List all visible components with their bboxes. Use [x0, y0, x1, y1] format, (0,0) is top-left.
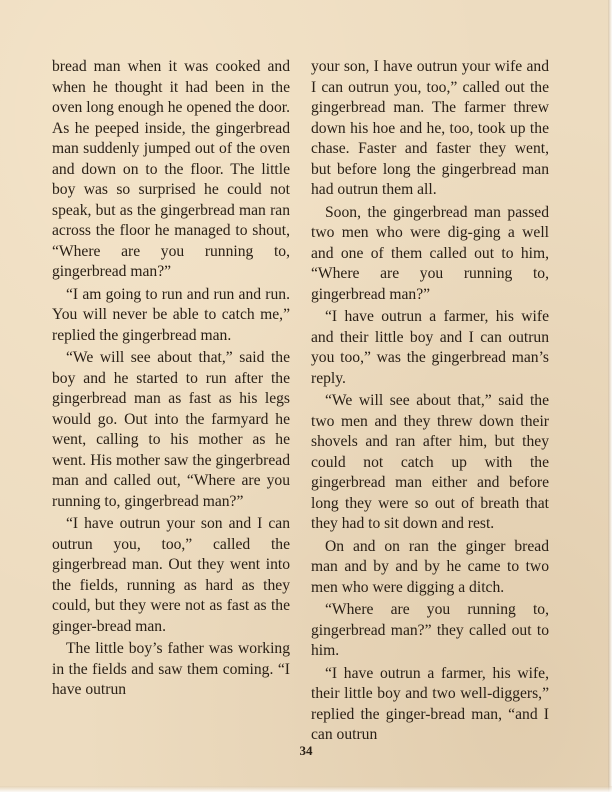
paragraph: Soon, the gingerbread man passed two men who were dig-ging a well and one of them called out to him, “Where are you running to, gingerbread man?” [311, 203, 549, 303]
paragraph: On and on ran the ginger bread man and by and by he came to two men who were digging a ditch. [311, 537, 549, 596]
paragraph: bread man when it was cooked and when he thought it had been in the oven long enough he opened the door. As he peeped inside, the gingerbread man suddenly jumped out of the oven and down on to the floor. The little boy was so surprised he could not speak, but as the gingerbread man ran across the floor he managed to shout, “Where are you running to, gingerbread man?” [52, 58, 290, 280]
page-right-edge [608, 0, 612, 792]
paragraph: The little boy’s father was working in the fields and saw them coming. “I have outrun [52, 640, 290, 698]
paragraph: your son, I have outrun your wife and I can outrun you, too,” called out the gingerbread man. The farmer threw down his hoe and he, too, took up the chase. Faster and faster they went, but before long the gingerbread man had outrun them all. [311, 58, 549, 198]
left-text-column [52, 57, 290, 701]
paragraph: “I am going to run and run and run. You will never be able to catch me,” replied the gingerbread man. [52, 285, 290, 344]
page-number: 34 [299, 743, 313, 758]
page-bottom-edge [0, 786, 612, 792]
paragraph: “We will see about that,” said the boy and he started to run after the gingerbread man as fast as his legs would go. Out into the farmyard he went, calling to his mother as he went. His mother saw the gingerbread man and called out, “Where are you running to, gingerbread man?” [52, 349, 290, 510]
paragraph: “I have outrun a farmer, his wife and their little boy and I can outrun you too,” was the gingerbread man’s reply. [311, 308, 549, 387]
right-text-column [311, 57, 549, 746]
paragraph: “We will see about that,” said the two men and they threw down their shovels and ran after him, but they could not catch up with the gingerbread man either and before long they were so out of breath that they had to sit down and rest. [311, 392, 549, 532]
paragraph: “Where are you running to, gingerbread man?” they called out to him. [311, 601, 549, 659]
paragraph: “I have outrun a farmer, his wife, their little boy and two well-diggers,” replied the ginger-bread man, “and I can outrun [311, 664, 549, 743]
paragraph: “I have outrun your son and I can outrun you, too,” called the gingerbread man. Out they went into the fields, running as hard as they could, but they were not as fast as the ginger-bread man. [52, 515, 290, 635]
